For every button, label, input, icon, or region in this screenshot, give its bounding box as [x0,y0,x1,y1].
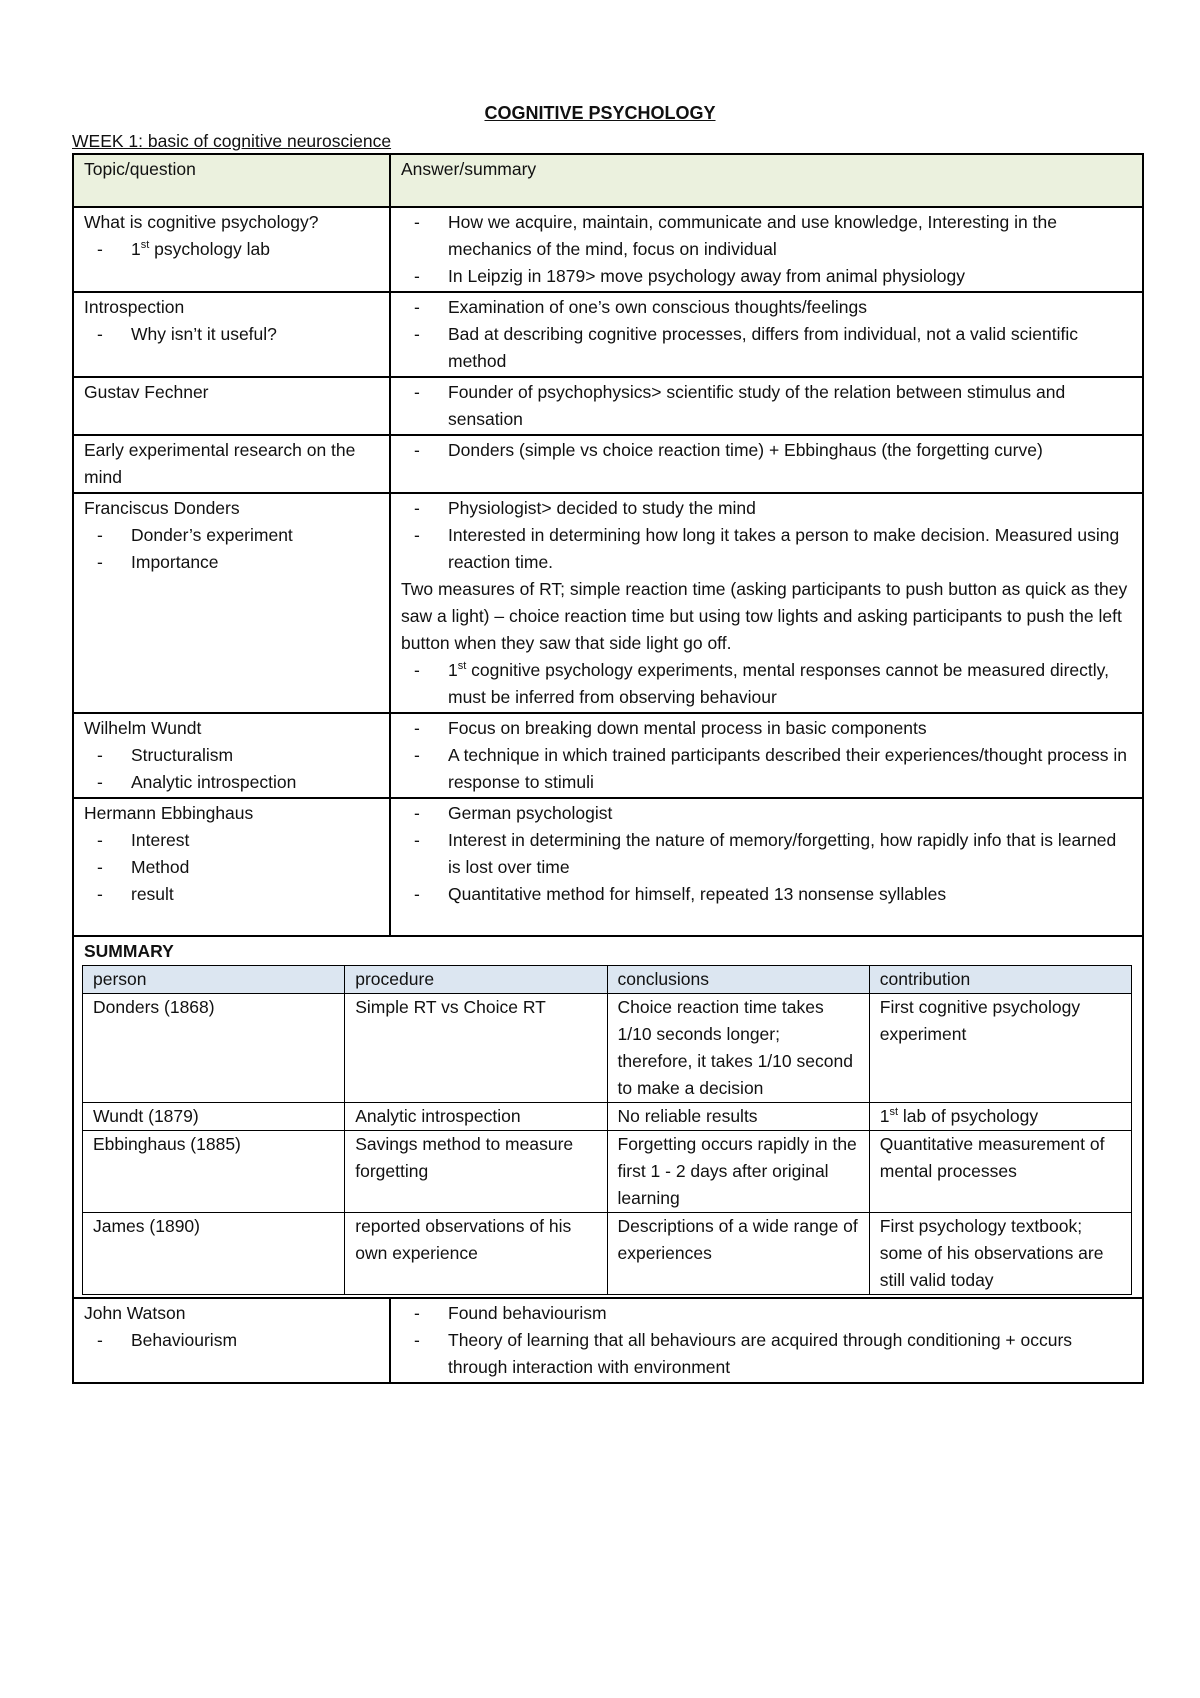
answer-item: - Theory of learning that all behaviours are acquired through conditioning + occurs through interaction with environment [401,1327,1132,1381]
answer-item: - How we acquire, maintain, communicate and use knowledge, Interesting in the mechanics of the mind, focus on individual [401,209,1132,263]
subtopic-item: - Interest [84,827,379,854]
topic-label: Hermann Ebbinghaus [84,803,254,823]
subtopic-item: - result [84,881,379,908]
table-row [73,292,1143,377]
summary-cell-value: Simple RT vs Choice RT [345,994,607,1103]
summary-cell-value: Quantitative measurement of mental processes [869,1131,1131,1213]
week-heading: WEEK 1: basic of cognitive neuroscience [72,131,392,151]
topic-cell [73,292,390,377]
document-title: COGNITIVE PSYCHOLOGY [484,103,716,123]
answer-item: - 1st cognitive psychology experiments, mental responses cannot be measured directly, must be inferred from observing behaviour [401,657,1132,711]
table-row [73,207,1143,292]
answer-cell [390,493,1143,713]
topic-label: Franciscus Donders [84,498,240,518]
summary-cell-value: Choice reaction time takes 1/10 seconds longer; therefore, it takes 1/10 second to make a decision [607,994,869,1103]
summary-header-row [83,966,1132,994]
answer-item: - Found behaviourism [401,1300,1132,1327]
answer-paragraph: Two measures of RT; simple reaction time (asking participants to push button as quick as they saw a light) – choice reaction time but using tow lights and asking participants to push the left button when they saw that side light go off. [401,579,1128,653]
subtopic-item: - Behaviourism [84,1327,379,1354]
topic-label: Introspection [84,297,185,317]
summary-col-header: person [83,966,345,994]
answer-item: - Focus on breaking down mental process in basic components [401,715,1132,742]
summary-table [82,965,1132,1295]
topic-label: John Watson [84,1303,186,1323]
topic-cell [73,493,390,713]
answer-cell [390,435,1143,493]
answer-item: - German psychologist [401,800,1132,827]
summary-cell-value: 1st lab of psychology [869,1103,1131,1131]
topic-label: Wilhelm Wundt [84,718,202,738]
answer-cell [390,377,1143,435]
subtopic-item: - Importance [84,549,379,576]
topic-label: Gustav Fechner [84,382,209,402]
summary-cell-value: Descriptions of a wide range of experiences [607,1213,869,1295]
summary-cell-value: Analytic introspection [345,1103,607,1131]
answer-item: - Interested in determining how long it takes a person to make decision. Measured using reaction time. [401,522,1132,576]
answer-item: - A technique in which trained participants described their experiences/thought process in response to stimuli [401,742,1132,796]
table-row [73,493,1143,713]
answer-item: - Bad at describing cognitive processes, differs from individual, not a valid scientific method [401,321,1132,375]
summary-cell-value: reported observations of his own experience [345,1213,607,1295]
answer-item: - Quantitative method for himself, repeated 13 nonsense syllables [401,881,1132,908]
topic-label: Early experimental research on the mind [84,440,356,487]
table-row [73,713,1143,798]
header-row [73,154,1143,207]
summary-cell-value: No reliable results [607,1103,869,1131]
answer-item: - Physiologist> decided to study the mind [401,495,1132,522]
summary-cell-value: Donders (1868) [83,994,345,1103]
subtopic-item: - 1st psychology lab [84,236,379,263]
table-row [73,1298,1143,1383]
table-row [73,798,1143,936]
answer-item: - Donders (simple vs choice reaction time) + Ebbinghaus (the forgetting curve) [401,437,1132,464]
answer-item: - Founder of psychophysics> scientific study of the relation between stimulus and sensation [401,379,1132,433]
header-topic: Topic/question [73,154,390,207]
summary-cell-value: Ebbinghaus (1885) [83,1131,345,1213]
answer-cell [390,798,1143,936]
answer-cell [390,207,1143,292]
summary-cell-value: James (1890) [83,1213,345,1295]
topic-cell [73,1298,390,1383]
summary-data-row [83,994,1132,1103]
answer-cell [390,713,1143,798]
notes-table [72,153,1144,1384]
topic-cell [73,377,390,435]
summary-cell-value: First cognitive psychology experiment [869,994,1131,1103]
answer-item: - Examination of one’s own conscious thoughts/feelings [401,294,1132,321]
summary-label: SUMMARY [84,941,174,961]
subtopic-item: - Donder’s experiment [84,522,379,549]
summary-cell-value: Forgetting occurs rapidly in the first 1 - 2 days after original learning [607,1131,869,1213]
summary-cell-value: Savings method to measure forgetting [345,1131,607,1213]
table-row [73,377,1143,435]
summary-cell-value: Wundt (1879) [83,1103,345,1131]
summary-col-header: procedure [345,966,607,994]
topic-cell [73,207,390,292]
subtopic-item: - Structuralism [84,742,379,769]
summary-data-row [83,1103,1132,1131]
subtopic-item: - Why isn’t it useful? [84,321,379,348]
summary-cell [73,936,1143,1298]
table-row [73,435,1143,493]
summary-cell-value: First psychology textbook; some of his observations are still valid today [869,1213,1131,1295]
summary-data-row [83,1131,1132,1213]
answer-cell [390,1298,1143,1383]
answer-cell [390,292,1143,377]
answer-item: - In Leipzig in 1879> move psychology away from animal physiology [401,263,1132,290]
topic-cell [73,713,390,798]
summary-data-row [83,1213,1132,1295]
topic-label: What is cognitive psychology? [84,212,319,232]
subtopic-item: - Analytic introspection [84,769,379,796]
summary-col-header: conclusions [607,966,869,994]
summary-col-header: contribution [869,966,1131,994]
topic-cell [73,798,390,936]
header-answer: Answer/summary [390,154,1143,207]
summary-row [73,936,1143,1298]
topic-cell [73,435,390,493]
subtopic-item: - Method [84,854,379,881]
answer-item: - Interest in determining the nature of memory/forgetting, how rapidly info that is learned is lost over time [401,827,1132,881]
